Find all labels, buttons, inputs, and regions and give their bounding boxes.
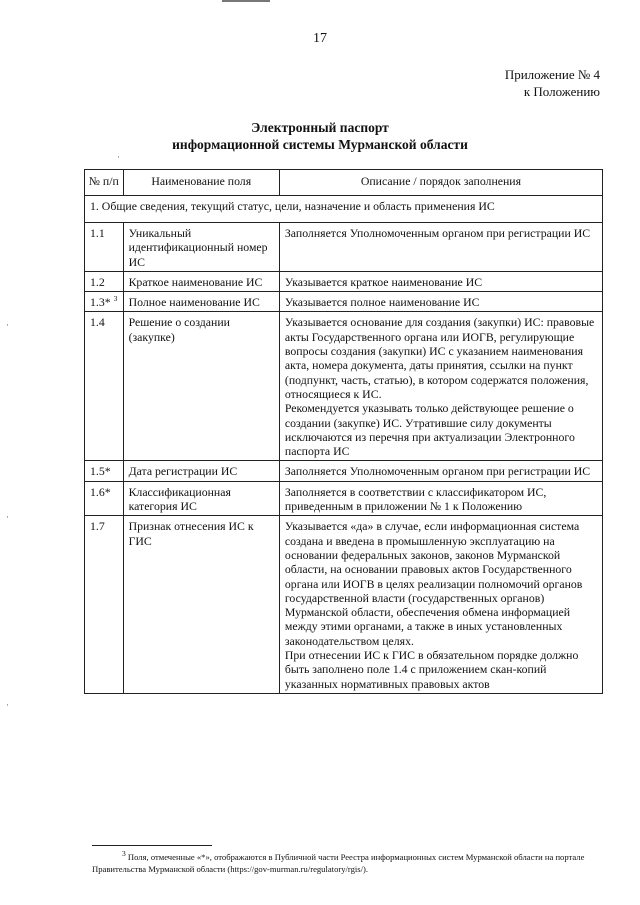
section-title: 1. Общие сведения, текущий статус, цели, назначение и область применения ИС	[85, 196, 603, 223]
row-field: Решение о создании (закупке)	[123, 312, 279, 461]
row-number: 1.3*	[90, 295, 111, 310]
row-number: 1.4	[85, 312, 124, 461]
scan-speck: ·	[117, 152, 120, 162]
row-field: Уникальный идентификационный номер ИС	[123, 223, 279, 272]
row-number: 1.1	[85, 223, 124, 272]
table-header-row	[85, 170, 603, 196]
table-row	[85, 461, 603, 481]
row-description-note: При отнесении ИС к ГИС в обязательном порядке должно быть заполнено поле 1.4 с приложением скан-копий указанных нормативных правовых актов	[284, 648, 579, 691]
scan-speck: ·	[6, 320, 9, 330]
row-field: Краткое наименование ИС	[123, 271, 279, 291]
appendix-line-2: к Положению	[523, 84, 600, 99]
footnote	[92, 849, 604, 875]
row-description: Указывается «да» в случае, если информационная система создана и введена в промышленную эксплуатацию на основании федеральных законов, законов Мурманской области, на основании правовых актов Государственного органа или ИОГВ в целях реализации полномочий органов государственной власти (государственных органов) Мурманской области, обеспечения обмена информацией между этими органами, а также в иных установленных законодательством целях.	[284, 519, 583, 648]
footnote-marker: 3	[113, 294, 118, 304]
footnote-separator	[92, 845, 212, 846]
row-description: Указывается краткое наименование ИС	[279, 271, 602, 291]
table-row	[85, 292, 603, 312]
row-number: 1.7	[85, 516, 124, 694]
row-number: 1.5*	[85, 461, 124, 481]
scan-top-mark	[222, 0, 270, 2]
header-description: Описание / порядок заполнения	[279, 170, 602, 196]
row-description: Заполняется Уполномоченным органом при регистрации ИС	[279, 223, 602, 272]
row-number: 1.2	[85, 271, 124, 291]
appendix-label	[505, 66, 600, 100]
row-description: Заполняется Уполномоченным органом при регистрации ИС	[279, 461, 602, 481]
row-description-note: Рекомендуется указывать только действующее решение о создании (закупке) ИС. Утратившие силу документы исключаются из перечня при актуализации Электронного паспорта ИС	[284, 401, 575, 459]
row-field: Полное наименование ИС	[123, 292, 279, 312]
table-row	[85, 516, 603, 694]
row-description: Указывается основание для создания (закупки) ИС: правовые акты Государственного органа или ИОГВ, регулирующие вопросы создания (закупки) ИС с указанием наименования акта, номера документа, даты принятия, ссылки на пункт (подпункт, часть, статью), в котором содержатся положения, относящиеся к ИС.	[284, 315, 595, 401]
page-number: 17	[313, 31, 327, 46]
title-line-1: Электронный паспорт	[251, 120, 389, 135]
row-description: Заполняется в соответствии с классификатором ИС, приведенным в приложении № 1 к Положению	[279, 481, 602, 516]
document-title	[0, 119, 640, 153]
section-row	[85, 196, 603, 223]
footnote-text: Поля, отмеченные «*», отображаются в Публичной части Реестра информационных систем Мурманской области на портале Правительства Мурманской области (https://gov-murman.ru/regulatory/rgis/).	[92, 852, 585, 874]
table-row	[85, 312, 603, 461]
footnote-number: 3	[122, 849, 126, 859]
appendix-line-1: Приложение № 4	[504, 67, 600, 82]
table-row	[85, 223, 603, 272]
header-number: № п/п	[85, 170, 124, 196]
scan-speck: ·	[6, 700, 9, 710]
title-line-2: информационной системы Мурманской области	[172, 137, 468, 152]
scan-speck: ·	[6, 512, 9, 522]
table-row	[85, 271, 603, 291]
header-field: Наименование поля	[123, 170, 279, 196]
row-description-cell	[279, 516, 602, 694]
passport-table	[84, 169, 603, 694]
row-description: Указывается полное наименование ИС	[279, 292, 602, 312]
row-field: Классификационная категория ИС	[123, 481, 279, 516]
row-field: Дата регистрации ИС	[123, 461, 279, 481]
row-number-cell	[85, 292, 124, 312]
row-description-cell	[279, 312, 602, 461]
row-number: 1.6*	[85, 481, 124, 516]
table-row	[85, 481, 603, 516]
row-field: Признак отнесения ИС к ГИС	[123, 516, 279, 694]
